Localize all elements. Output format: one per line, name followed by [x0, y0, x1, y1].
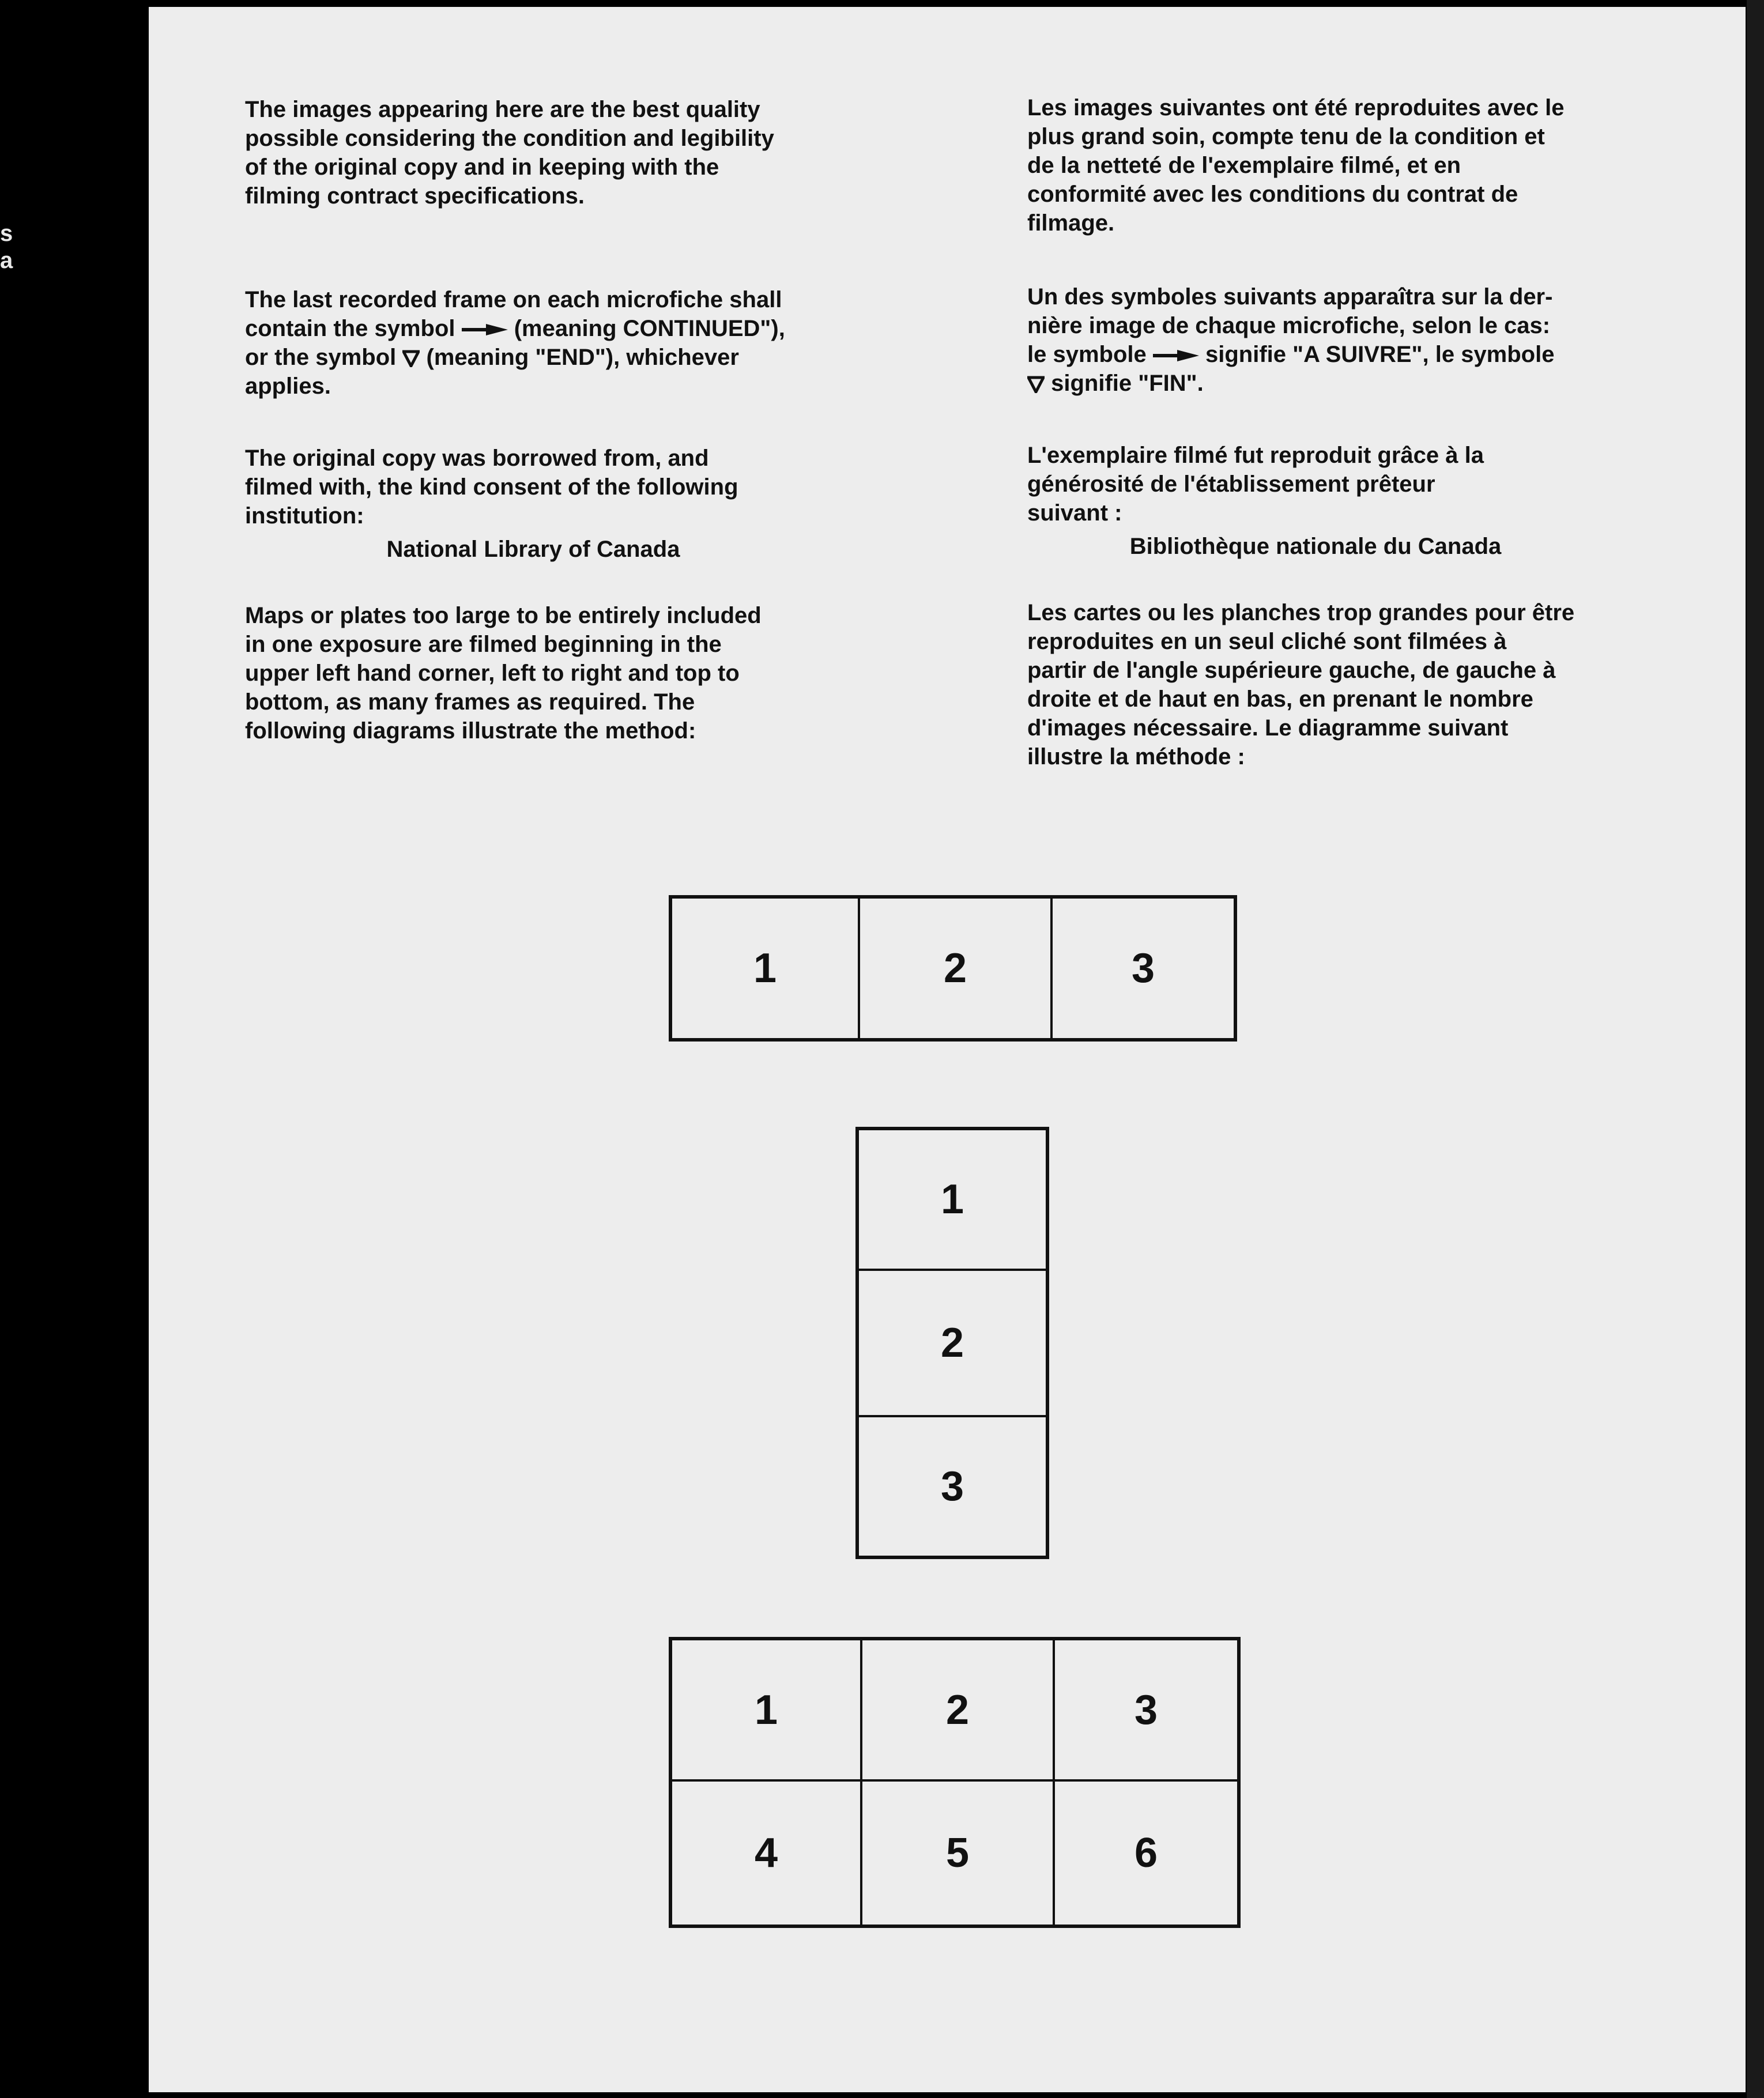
end-triangle-icon — [402, 350, 420, 367]
edge-letter: s — [0, 221, 13, 246]
diagram-column-of-three — [855, 1127, 1049, 1559]
continued-arrow-icon — [462, 323, 508, 336]
edge-letter: a — [0, 248, 13, 273]
continued-arrow-icon — [1153, 349, 1199, 362]
frame-cell: 1 — [672, 1640, 862, 1782]
frame-cell: 1 — [859, 1130, 1046, 1271]
french-maps-paragraph: Les cartes ou les planches trop grandes pour être reproduites en un seul cliché sont filmées à partir de l'angle supérieure gauche, de gauche à droite et de haut en bas, en prenant le nombre d'images nécessaire. Le diagramme suivant illustre la méthode : — [1027, 600, 1575, 769]
french-column — [1027, 93, 1690, 771]
end-triangle-icon — [1027, 376, 1045, 393]
french-institution-name: Bibliothèque nationale du Canada — [1129, 534, 1502, 559]
frame-cell: 3 — [940, 1463, 964, 1510]
diagram-row-of-three — [669, 895, 1237, 1042]
frame-cell: 4 — [672, 1782, 862, 1925]
french-quality-paragraph: Les images suivantes ont été reproduites avec le plus grand soin, compte tenu de la condition et de la netteté de l'exemplaire filmé, et en conformité avec les conditions du contrat de filmage. — [1027, 95, 1565, 236]
frame-cell: 6 — [1134, 1830, 1158, 1876]
english-symbol-paragraph: The last recorded frame on each microfiche shall contain the symbol (meaning CONTINUED"), or the symbol (meaning "END"), whichever applies. — [245, 287, 785, 399]
english-column — [245, 95, 908, 745]
frame-cell: 5 — [862, 1782, 1055, 1925]
frame-cell: 2 — [862, 1640, 1055, 1782]
english-maps-paragraph: Maps or plates too large to be entirely included in one exposure are filmed beginning in the upper left hand corner, left to right and top to bottom, as many frames as required. The following diagrams illustrate the method: — [245, 603, 762, 744]
frame-cell: 2 — [859, 1271, 1046, 1417]
french-lender-paragraph: L'exemplaire filmé fut reproduit grâce à la générosité de l'établissement prêteur suivant : — [1027, 443, 1484, 526]
frame-cell: 3 — [1055, 1640, 1237, 1782]
right-edge-strip — [1747, 0, 1764, 2098]
diagram-grid-of-six — [669, 1637, 1241, 1928]
french-symbol-paragraph: Un des symboles suivants apparaîtra sur la der- nière image de chaque microfiche, selon le cas: le symbole signifie "A SUIVRE", le symbole signifie "FIN". — [1027, 284, 1555, 396]
english-lender-paragraph: The original copy was borrowed from, and filmed with, the kind consent of the following institution: — [245, 446, 738, 529]
english-quality-paragraph: The images appearing here are the best quality possible considering the condition and legibility of the original copy and in keeping with the filming contract specifications. — [245, 97, 774, 209]
frame-cell: 2 — [860, 899, 1053, 1038]
english-institution-name: National Library of Canada — [386, 537, 680, 562]
frame-cell: 1 — [672, 899, 860, 1038]
frame-cell: 3 — [1131, 945, 1155, 991]
